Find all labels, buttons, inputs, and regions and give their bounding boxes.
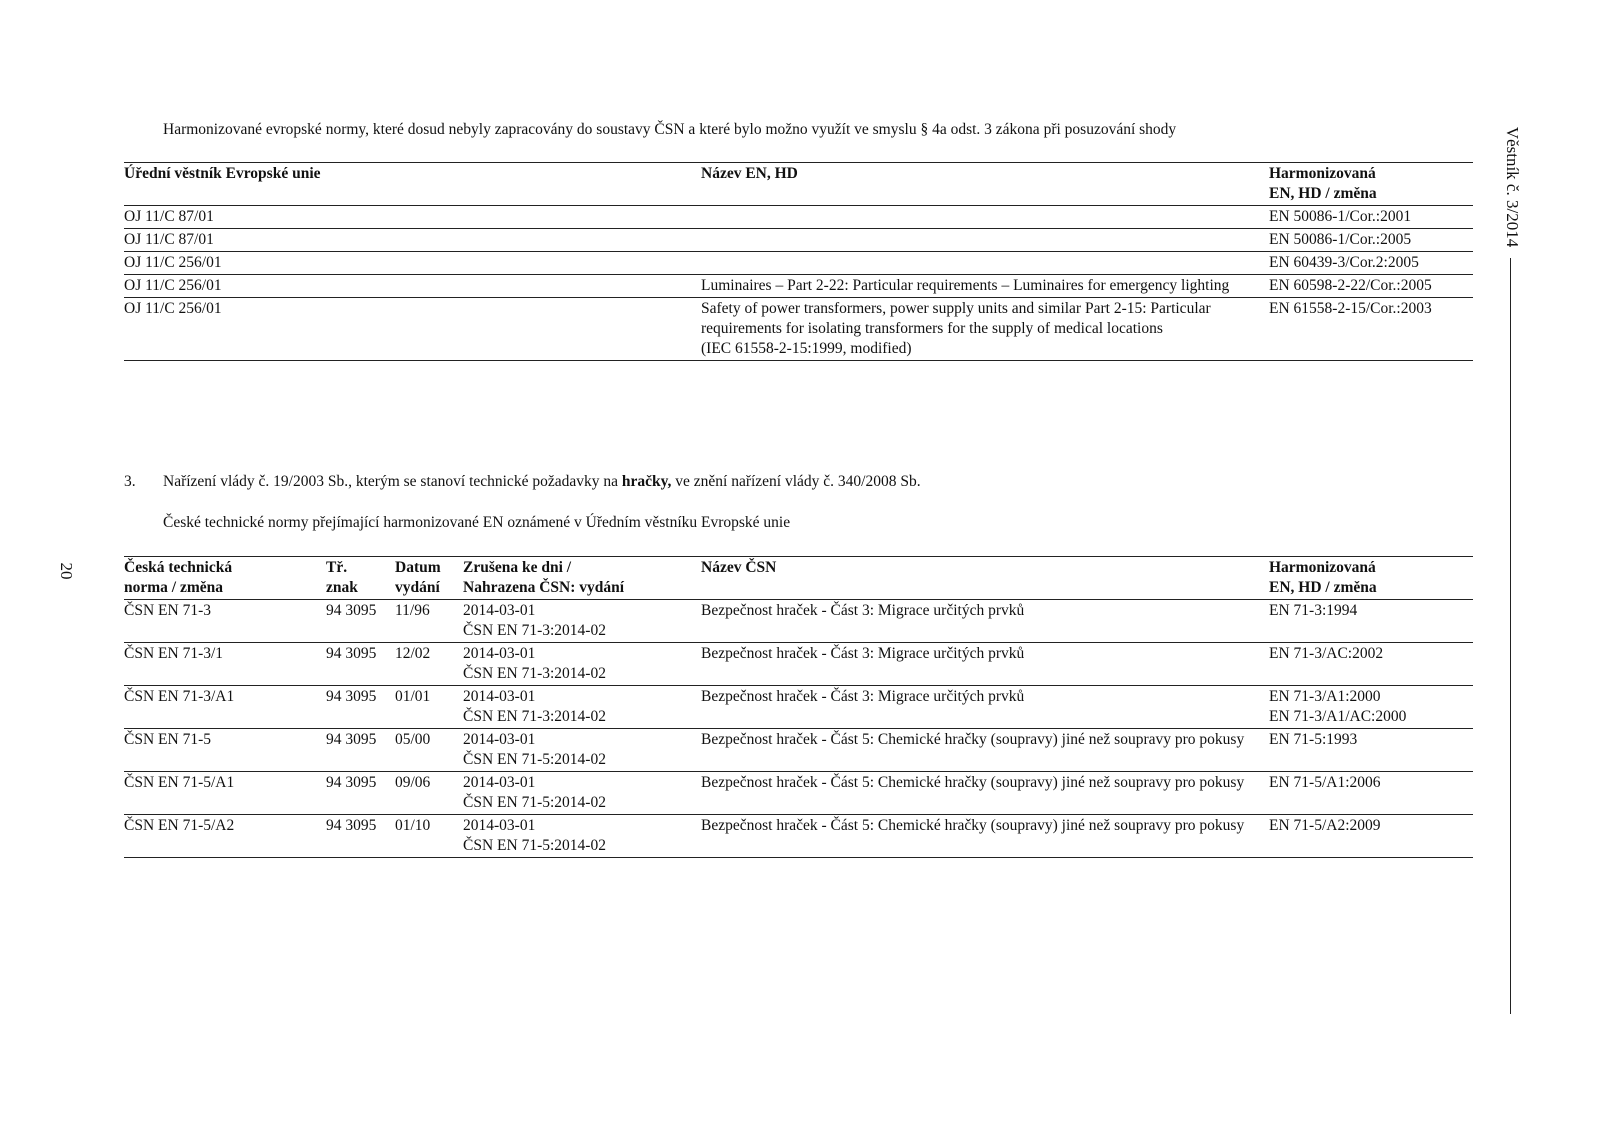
header-line: znak <box>326 579 358 596</box>
cell-official-journal: OJ 11/C 87/01 <box>124 231 214 248</box>
table-row <box>124 815 1473 858</box>
cell-harmonized: EN 60598-2-22/Cor.:2005 <box>1269 277 1432 294</box>
cell-cancelled-replaced <box>463 772 701 815</box>
cell-official-journal: OJ 11/C 87/01 <box>124 208 214 225</box>
cell-issue-date: 05/00 <box>395 731 431 748</box>
cell-issue-date: 11/96 <box>395 602 430 619</box>
table-row <box>124 729 1473 772</box>
cell-harmonized-line: EN 71-3/A1:2000 <box>1269 688 1381 705</box>
section-text-bold: hračky, <box>621 473 672 490</box>
table-row <box>124 772 1473 815</box>
table-header-row <box>124 163 1473 206</box>
header-harmonized-line1: Harmonizovaná <box>1269 165 1376 182</box>
header-line: Datum <box>395 559 441 576</box>
header-line: Zrušena ke dni / <box>463 559 572 576</box>
header-csn-name: Název ČSN <box>701 559 777 576</box>
table-row <box>124 298 1473 361</box>
czech-standards-table <box>124 556 1473 858</box>
header-line: vydání <box>395 579 440 596</box>
cell-issue-date: 01/01 <box>395 688 431 705</box>
cell-harmonized <box>1269 815 1473 858</box>
header-line: EN, HD / změna <box>1269 579 1377 596</box>
cell-harmonized-line: EN 71-5/A2:2009 <box>1269 817 1381 834</box>
header-en-hd-name: Název EN, HD <box>701 165 798 182</box>
side-vertical-rule <box>1510 258 1511 1014</box>
cell-cancel-date: 2014-03-01 <box>463 602 536 619</box>
cell-replaced-by: ČSN EN 71-3:2014-02 <box>463 665 606 682</box>
cell-name-line: Safety of power transformers, power supply units and similar Part 2-15: Particular requirements for isolating transformers for the supply of medical locations <box>701 300 1211 337</box>
cell-csn-name: Bezpečnost hraček - Část 5: Chemické hračky (soupravy) jiné než soupravy pro pokusy <box>701 731 1245 748</box>
cell-cancelled-replaced <box>463 729 701 772</box>
cell-csn: ČSN EN 71-3/1 <box>124 645 224 662</box>
cell-cancel-date: 2014-03-01 <box>463 645 536 662</box>
cell-cancelled-replaced <box>463 815 701 858</box>
cell-official-journal: OJ 11/C 256/01 <box>124 300 222 317</box>
cell-replaced-by: ČSN EN 71-5:2014-02 <box>463 751 606 768</box>
table-header-row <box>124 557 1473 600</box>
cell-name <box>701 229 1269 252</box>
cell-cancelled-replaced <box>463 600 701 643</box>
cell-cancel-date: 2014-03-01 <box>463 774 536 791</box>
cell-class-code: 94 3095 <box>326 817 377 834</box>
header-issue-date <box>395 557 463 600</box>
header-harmonized <box>1269 557 1473 600</box>
cell-cancelled-replaced <box>463 686 701 729</box>
table-row <box>124 686 1473 729</box>
cell-harmonized <box>1269 600 1473 643</box>
cell-issue-date: 01/10 <box>395 817 431 834</box>
cell-csn-name: Bezpečnost hraček - Část 5: Chemické hračky (soupravy) jiné než soupravy pro pokusy <box>701 817 1245 834</box>
table-row <box>124 229 1473 252</box>
cell-harmonized <box>1269 643 1473 686</box>
cell-harmonized-line: EN 71-5:1993 <box>1269 731 1358 748</box>
cell-replaced-by: ČSN EN 71-5:2014-02 <box>463 794 606 811</box>
header-line: Harmonizovaná <box>1269 559 1376 576</box>
header-line: norma / změna <box>124 579 224 596</box>
cell-harmonized: EN 50086-1/Cor.:2001 <box>1269 208 1412 225</box>
cell-cancel-date: 2014-03-01 <box>463 688 536 705</box>
table-row <box>124 206 1473 229</box>
cell-csn-name: Bezpečnost hraček - Část 3: Migrace určitých prvků <box>701 688 1025 705</box>
header-harmonized <box>1269 163 1473 206</box>
journal-issue-title: Věstník č. 3/2014 <box>1503 126 1522 248</box>
header-line: Česká technická <box>124 559 233 576</box>
header-czech-standard <box>124 557 326 600</box>
harmonized-standards-table <box>124 162 1473 361</box>
cell-csn: ČSN EN 71-5/A2 <box>124 817 235 834</box>
cell-class-code: 94 3095 <box>326 774 377 791</box>
cell-official-journal: OJ 11/C 256/01 <box>124 254 222 271</box>
cell-csn: ČSN EN 71-5 <box>124 731 211 748</box>
cell-csn: ČSN EN 71-3/A1 <box>124 688 235 705</box>
cell-cancel-date: 2014-03-01 <box>463 731 536 748</box>
table-row <box>124 275 1473 298</box>
header-line: Nahrazena ČSN: vydání <box>463 579 625 596</box>
header-class-code <box>326 557 395 600</box>
section-3-heading <box>124 472 921 492</box>
cell-class-code: 94 3095 <box>326 731 377 748</box>
cell-issue-date: 09/06 <box>395 774 431 791</box>
cell-replaced-by: ČSN EN 71-3:2014-02 <box>463 622 606 639</box>
cell-harmonized <box>1269 772 1473 815</box>
table-row <box>124 600 1473 643</box>
page-number: 20 <box>57 562 76 580</box>
table-row <box>124 643 1473 686</box>
cell-issue-date: 12/02 <box>395 645 431 662</box>
section-number: 3. <box>124 473 136 490</box>
header-harmonized-line2: EN, HD / změna <box>1269 185 1377 202</box>
cell-cancelled-replaced <box>463 643 701 686</box>
cell-replaced-by: ČSN EN 71-3:2014-02 <box>463 708 606 725</box>
cell-name-line: (IEC 61558-2-15:1999, modified) <box>701 340 912 357</box>
intro-text-2: České technické normy přejímající harmonizované EN oznámené v Úředním věstníku Evropské unie <box>163 514 791 531</box>
cell-cancel-date: 2014-03-01 <box>463 817 536 834</box>
cell-name <box>701 252 1269 275</box>
cell-name <box>701 298 1269 361</box>
header-cancelled-replaced <box>463 557 701 600</box>
cell-csn-name: Bezpečnost hraček - Část 3: Migrace určitých prvků <box>701 645 1025 662</box>
cell-official-journal: OJ 11/C 256/01 <box>124 277 222 294</box>
cell-harmonized-line: EN 71-5/A1:2006 <box>1269 774 1381 791</box>
cell-harmonized-line: EN 71-3:1994 <box>1269 602 1358 619</box>
header-official-journal: Úřední věstník Evropské unie <box>124 165 321 182</box>
cell-class-code: 94 3095 <box>326 645 377 662</box>
cell-csn: ČSN EN 71-3 <box>124 602 211 619</box>
cell-harmonized <box>1269 729 1473 772</box>
cell-harmonized <box>1269 686 1473 729</box>
cell-harmonized-line: EN 71-3/A1/AC:2000 <box>1269 708 1407 725</box>
cell-csn-name: Bezpečnost hraček - Část 3: Migrace určitých prvků <box>701 602 1025 619</box>
cell-name <box>701 206 1269 229</box>
cell-harmonized-line: EN 71-3/AC:2002 <box>1269 645 1384 662</box>
cell-csn: ČSN EN 71-5/A1 <box>124 774 235 791</box>
section-text-before: Nařízení vlády č. 19/2003 Sb., kterým se stanoví technické požadavky na <box>163 473 622 490</box>
cell-harmonized: EN 61558-2-15/Cor.:2003 <box>1269 300 1432 317</box>
cell-replaced-by: ČSN EN 71-5:2014-02 <box>463 837 606 854</box>
intro-text: Harmonizované evropské normy, které dosud nebyly zapracovány do soustavy ČSN a které bylo možno využít ve smyslu § 4a odst. 3 zákona při posuzování shody <box>163 121 1177 138</box>
cell-class-code: 94 3095 <box>326 688 377 705</box>
cell-class-code: 94 3095 <box>326 602 377 619</box>
cell-harmonized: EN 60439-3/Cor.2:2005 <box>1269 254 1419 271</box>
header-line: Tř. <box>326 559 348 576</box>
section-text-after: ve znění nařízení vlády č. 340/2008 Sb. <box>671 473 921 490</box>
cell-csn-name: Bezpečnost hraček - Část 5: Chemické hračky (soupravy) jiné než soupravy pro pokusy <box>701 774 1245 791</box>
cell-harmonized: EN 50086-1/Cor.:2005 <box>1269 231 1412 248</box>
cell-name: Luminaires – Part 2-22: Particular requirements – Luminaires for emergency lighting <box>701 277 1230 294</box>
table-row <box>124 252 1473 275</box>
